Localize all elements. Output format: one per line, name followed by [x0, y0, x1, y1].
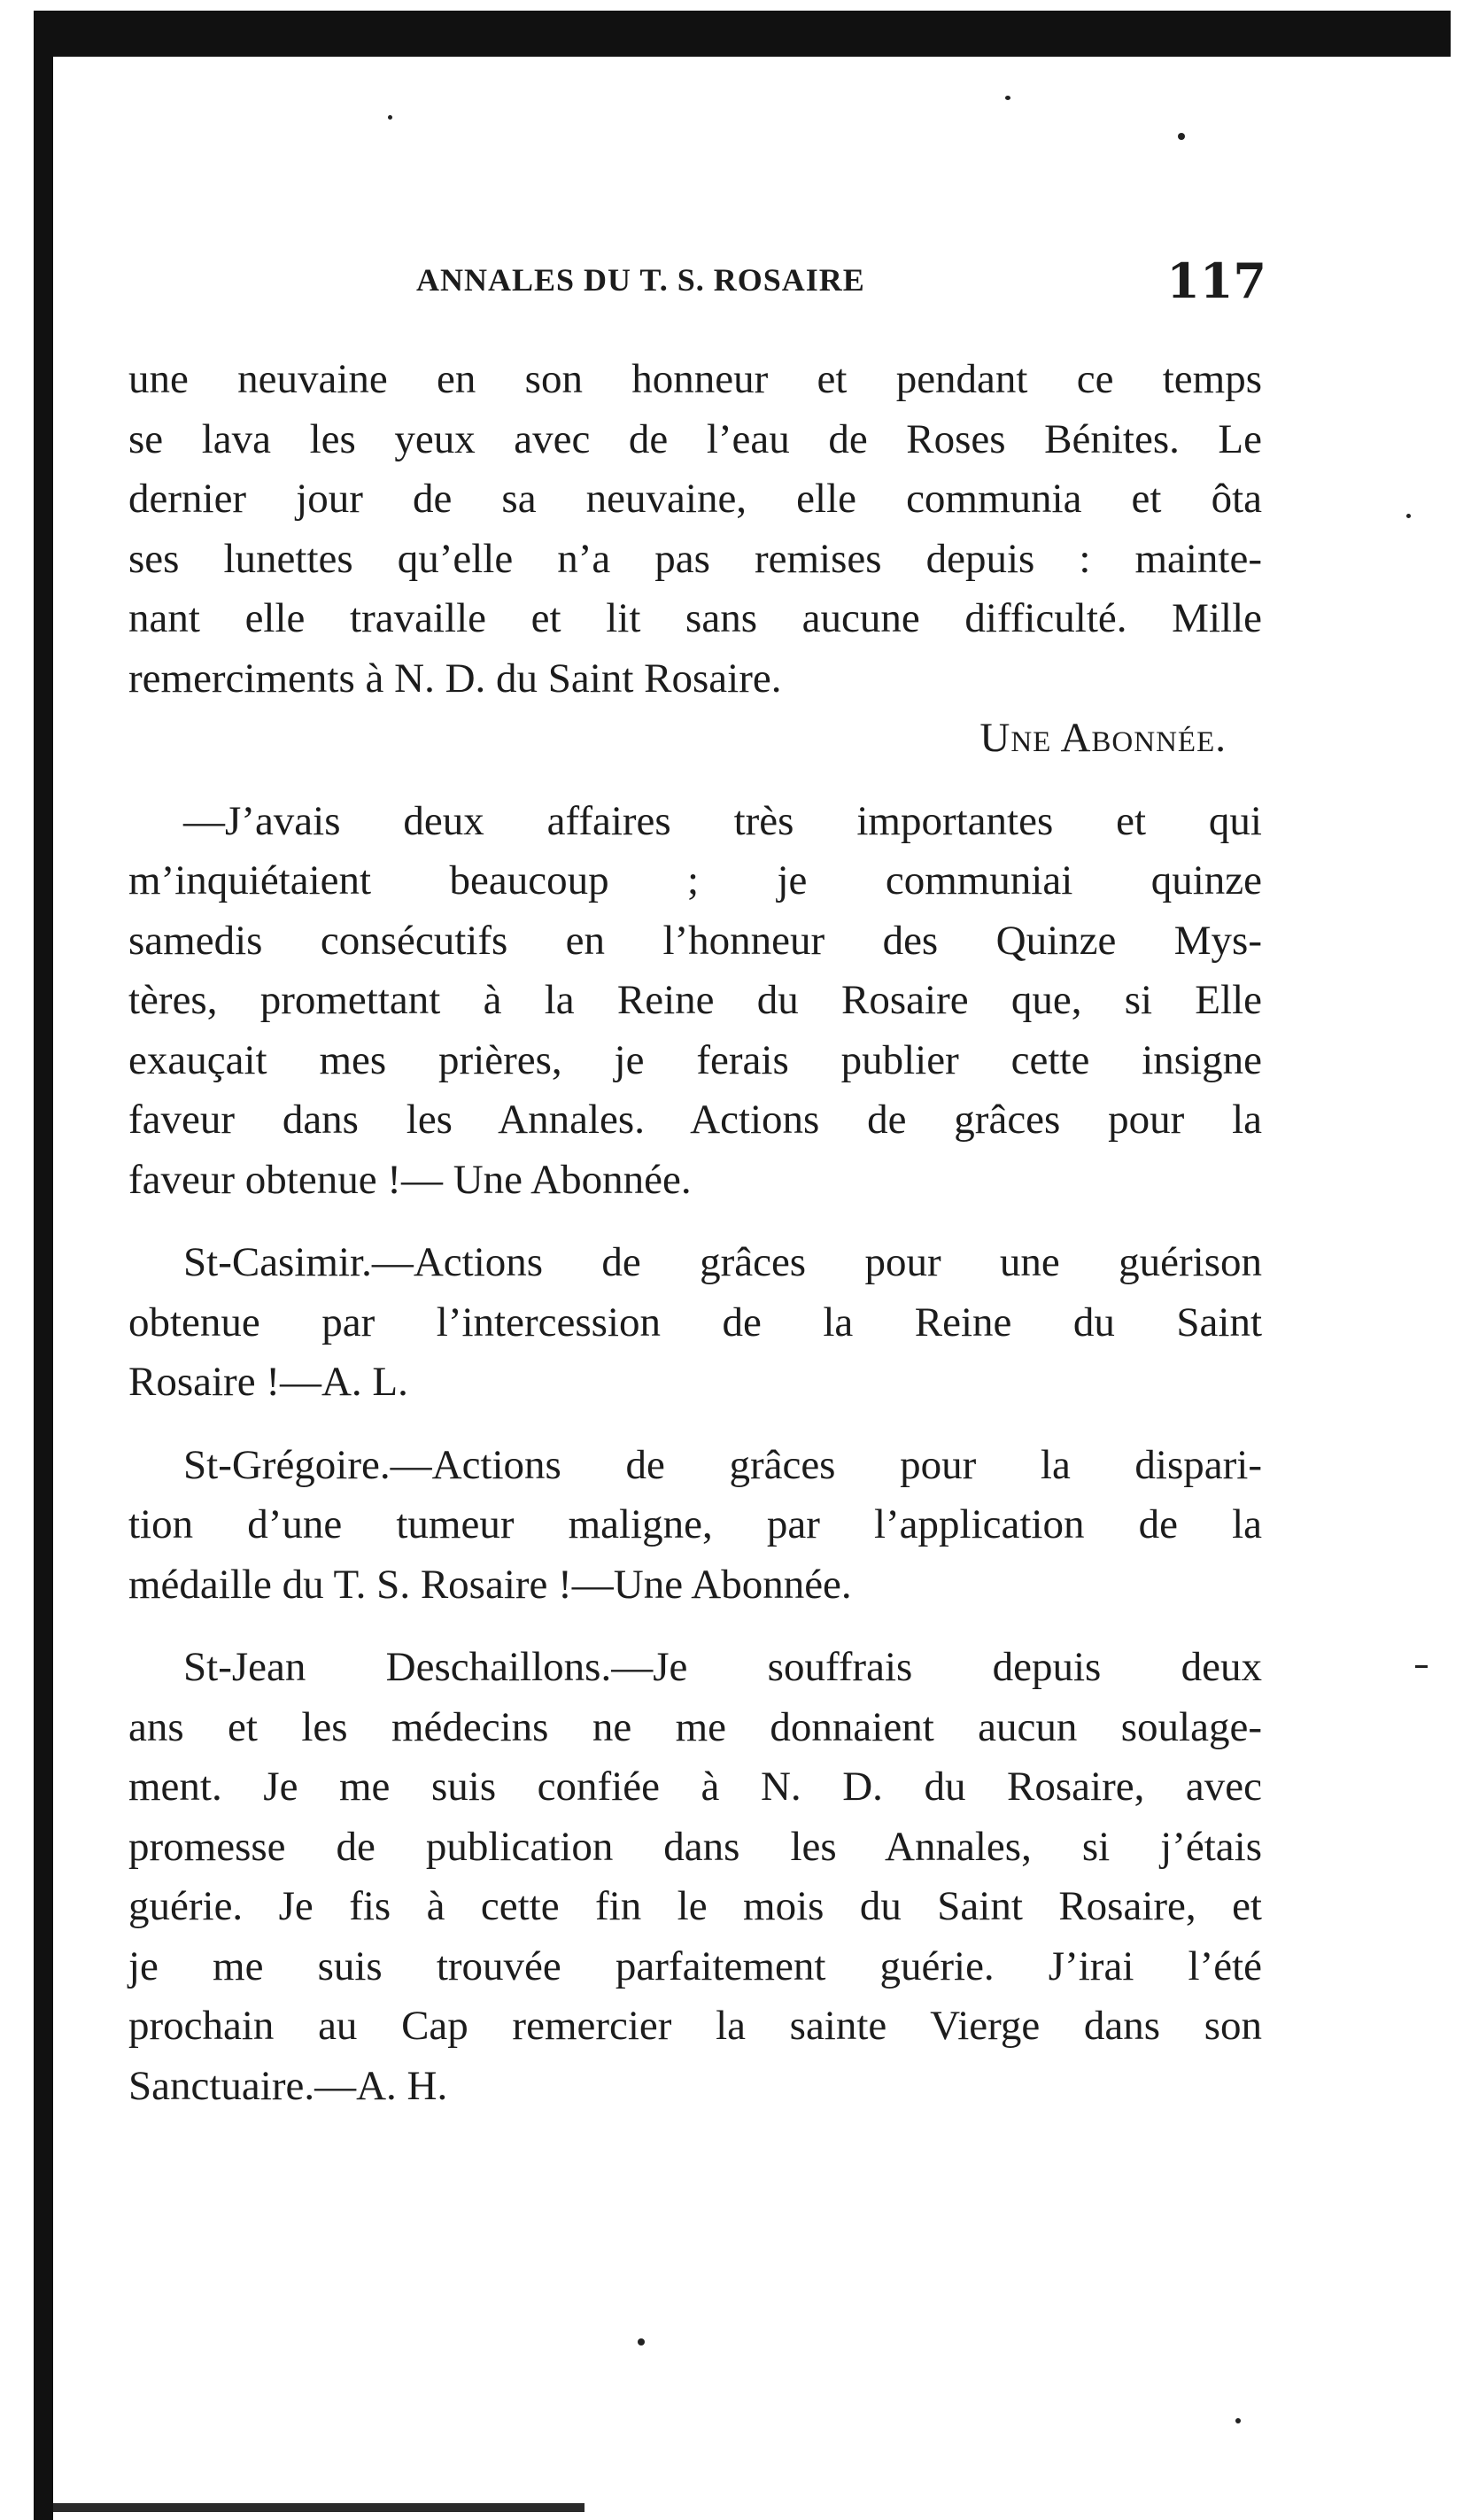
paragraph-testimony-2 — [128, 792, 1262, 1211]
scan-speck — [388, 115, 392, 120]
text-line: —J’avais deux affaires très importantes et qui — [183, 797, 1262, 844]
text-line: obtenue par l’intercession de la Reine du Saint — [128, 1299, 1262, 1345]
signature: Une Abonnée. — [979, 715, 1227, 761]
scan-speck — [638, 2338, 645, 2346]
paragraph-st-casimir — [128, 1233, 1262, 1413]
text-line: dernier jour de sa neuvaine, elle communia et ôta — [128, 476, 1262, 522]
scan-speck — [1178, 133, 1185, 140]
text-line: m’inquiétaient beaucoup ; je communiai quinze — [128, 857, 1262, 903]
text-line: Rosaire !—A. L. — [128, 1359, 408, 1405]
scan-speck — [1415, 1665, 1428, 1668]
text-line: samedis consécutifs en l’honneur des Quinze Mys- — [128, 917, 1262, 964]
scan-speck — [1005, 96, 1010, 100]
text-line: faveur dans les Annales. Actions de grâces pour la — [128, 1097, 1262, 1143]
text-line: St-Casimir.—Actions de grâces pour une guérison — [183, 1239, 1262, 1285]
text-line: je me suis trouvée parfaitement guérie. J’irai l’été — [128, 1942, 1262, 1989]
scan-edge-top — [34, 11, 1451, 57]
text-line: faveur obtenue !— Une Abonnée. — [128, 1156, 692, 1203]
text-line: une neuvaine en son honneur et pendant ce temps — [128, 356, 1262, 402]
signature-line — [128, 709, 1262, 769]
text-line: prochain au Cap remercier la sainte Vierge dans son — [128, 2003, 1262, 2049]
body-text — [128, 350, 1262, 2116]
paragraph-st-gregoire — [128, 1436, 1262, 1616]
text-line: ans et les médecins ne me donnaient aucun soulage- — [128, 1703, 1262, 1750]
text-line: remerciments à N. D. du Saint Rosaire. — [128, 655, 782, 702]
text-line: se lava les yeux avec de l’eau de Roses Bénites. Le — [128, 415, 1262, 462]
text-line: promesse de publication dans les Annales, si j’étais — [128, 1823, 1262, 1870]
scan-edge-bottom — [53, 2503, 585, 2512]
text-line: tion d’une tumeur maligne, par l’application de la — [128, 1501, 1262, 1547]
paragraph-testimony-1 — [128, 350, 1262, 709]
page-header — [416, 252, 1266, 309]
text-line: guérie. Je fis à cette fin le mois du Saint Rosaire, et — [128, 1883, 1262, 1929]
paragraph-st-jean-deschaillons — [128, 1638, 1262, 2116]
running-head: ANNALES DU T. S. ROSAIRE — [416, 262, 865, 298]
text-line: nant elle travaille et lit sans aucune difficulté. Mille — [128, 595, 1262, 641]
text-line: médaille du T. S. Rosaire !—Une Abonnée. — [128, 1561, 852, 1608]
text-line: St-Grégoire.—Actions de grâces pour la dispari- — [183, 1441, 1262, 1488]
page-number: 117 — [1166, 252, 1266, 309]
scan-speck — [1235, 2418, 1241, 2423]
scan-edge-left — [34, 11, 53, 2520]
text-line: ment. Je me suis confiée à N. D. du Rosaire, avec — [128, 1764, 1262, 1810]
text-line: ses lunettes qu’elle n’a pas remises depuis : mainte- — [128, 535, 1262, 582]
text-line: St-Jean Deschaillons.—Je souffrais depuis deux — [183, 1644, 1262, 1690]
text-line: exauçait mes prières, je ferais publier cette insigne — [128, 1036, 1262, 1083]
text-line: tères, promettant à la Reine du Rosaire que, si Elle — [128, 977, 1262, 1023]
scan-speck — [1406, 514, 1411, 518]
text-line: Sanctuaire.—A. H. — [128, 2062, 448, 2109]
